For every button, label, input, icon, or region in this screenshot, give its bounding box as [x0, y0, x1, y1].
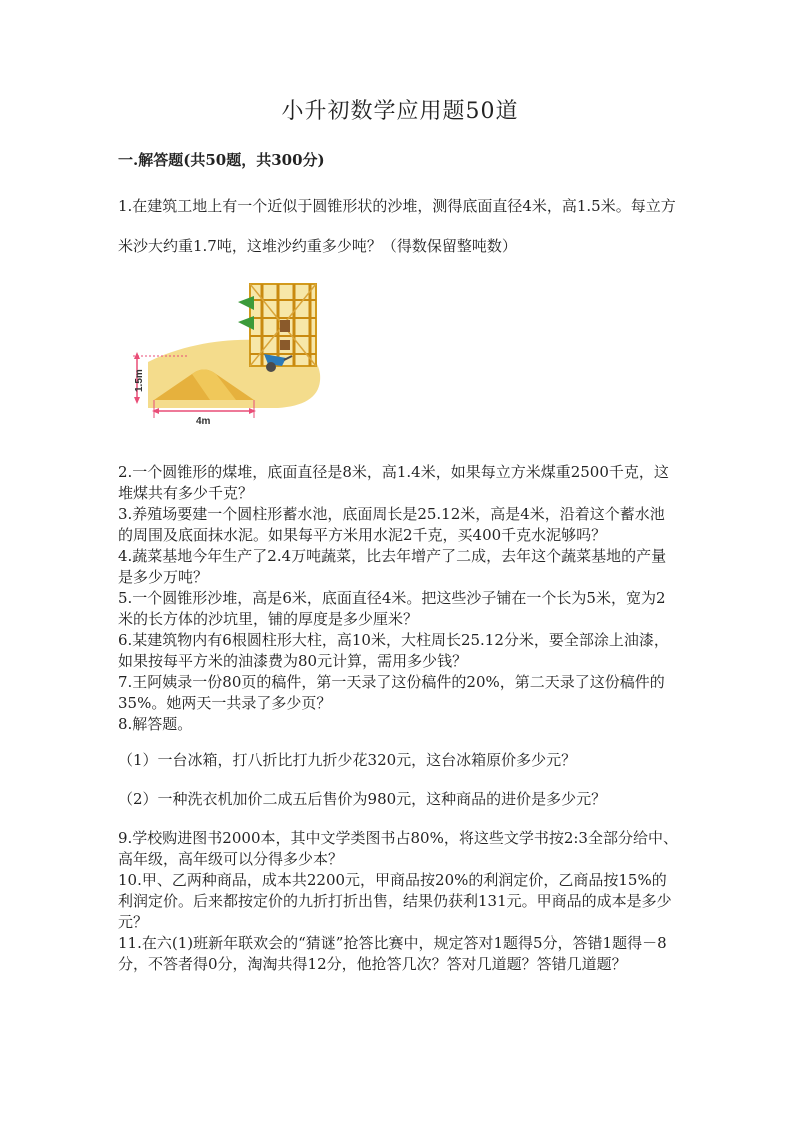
- question-1: 1.在建筑工地上有一个近似于圆锥形状的沙堆，测得底面直径4米，高1.5米。每立方米沙大约重1.7吨，这堆沙约重多少吨？（得数保留整吨数）: [118, 197, 676, 255]
- scaffold-net: [238, 316, 254, 330]
- subquestion-8-1: （1）一台冰箱，打八折比打九折少花320元，这台冰箱原价多少元？: [118, 751, 577, 769]
- question-8: 8.解答题。: [118, 715, 193, 733]
- question-list: [118, 462, 678, 975]
- question-5: 5.一个圆锥形沙堆，高是6米，底面直径4米。把这些沙子铺在一个长为5米，宽为2米的长方体的沙坑里，铺的厚度是多少厘米？: [118, 589, 666, 628]
- question-7: 7.王阿姨录一份80页的稿件，第一天录了这份稿件的20%，第二天录了这份稿件的35%。她两天一共录了多少页？: [118, 673, 665, 712]
- building-scaffold: [250, 284, 316, 366]
- question-9: 9.学校购进图书2000本，其中文学类图书占80%，将这些文学书按2:3全部分给中、高年级，高年级可以分得多少本？: [118, 829, 678, 868]
- question-10: 10.甲、乙两种商品，成本共2200元，甲商品按20%的利润定价，乙商品按15%的利润定价。后来都按定价的九折打折出售，结果仍获利131元。甲商品的成本是多少元？: [118, 871, 672, 931]
- diameter-label: 4m: [196, 416, 211, 427]
- question-3: 3.养殖场要建一个圆柱形蓄水池，底面周长是25.12米，高是4米，沿着这个蓄水池的周围及底面抹水泥。如果每平方米用水泥2千克，买400千克水泥够吗？: [118, 505, 665, 544]
- section-heading: 一.解答题(共50题，共300分): [118, 151, 325, 169]
- subquestion-8-2: （2）一种洗衣机加价二成五后售价为980元，这种商品的进价是多少元？: [118, 790, 607, 808]
- question-4: 4.蔬菜基地今年生产了2.4万吨蔬菜，比去年增产了二成，去年这个蔬菜基地的产量是多少万吨？: [118, 547, 667, 586]
- sand-pile-illustration: [128, 278, 324, 430]
- question-2: 2.一个圆锥形的煤堆，底面直径是8米，高1.4米，如果每立方米煤重2500千克，这堆煤共有多少千克？: [118, 463, 669, 502]
- question-11: 11.在六(1)班新年联欢会的“猜谜”抢答比赛中，规定答对1题得5分，答错1题得－8分，不答者得0分，淘淘共得12分，他抢答几次？答对几道题？答错几道题？: [118, 934, 667, 973]
- sand-pile-figure: [128, 278, 324, 430]
- question-6: 6.某建筑物内有6根圆柱形大柱，高10米，大柱周长25.12分米，要全部涂上油漆，如果按每平方米的油漆费为80元计算，需用多少钱？: [118, 631, 669, 670]
- height-label: 1.5m: [134, 369, 145, 392]
- scaffold-net: [238, 296, 254, 310]
- document-title: 小升初数学应用题50道: [281, 99, 519, 124]
